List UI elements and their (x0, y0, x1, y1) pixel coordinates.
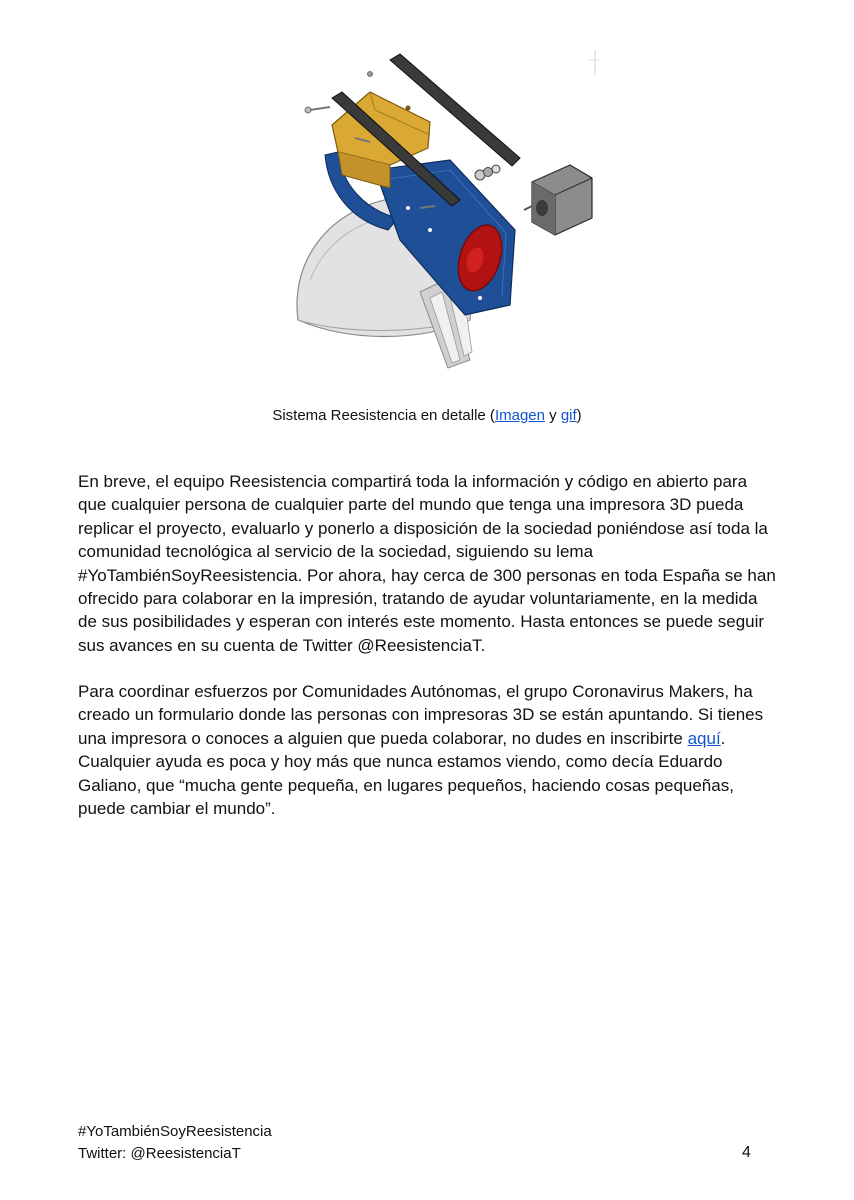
paragraph-reesistencia-info: En breve, el equipo Reesistencia compartirá toda la información y código en abierto para que cualquier persona de cualquier parte del mundo que tenga una impresora 3D pueda replicar el proyecto, evaluarlo y ponerlo a disposición de la sociedad poniéndose así toda la comunidad tecnológica al servicio de la sociedad, siguiendo su lema #YoTambiénSoyReesistencia. Por ahora, hay cerca de 300 personas en toda España se han ofrecido para colaborar en la impresión, tratando de ayudar voluntariamente, en la medida de sus posibilidades y esperan con interés este momento. Hasta entonces se puede seguir sus avances en su cuenta de Twitter @ReesistenciaT. (78, 472, 776, 655)
footer-hashtag: #YoTambiénSoyReesistencia (78, 1123, 272, 1140)
caption-prefix: Sistema Reesistencia en detalle ( (272, 407, 495, 424)
caption-gif-link[interactable]: gif (560, 407, 577, 424)
stepper-motor (524, 165, 592, 235)
bearings (475, 165, 500, 180)
faint-mark (588, 50, 600, 75)
caption-image-link[interactable]: Imagen (494, 407, 545, 424)
caption-middle: y (544, 407, 561, 424)
page-number: 4 (742, 1144, 751, 1161)
exploded-assembly-diagram (270, 30, 610, 375)
figure-caption (0, 406, 854, 426)
paragraph-coronavirus-makers (78, 680, 778, 820)
footer-twitter-handle: Twitter: @ReesistenciaT (78, 1145, 241, 1162)
paragraph2-text-before: Para coordinar esfuerzos por Comunidades Autónomas, el grupo Coronavirus Makers, ha creado un formulario donde las personas con impresoras 3D se están apuntando. Si tienes una impresora o conoces a alguien que pueda colaborar, no dudes en inscribirte (78, 682, 764, 748)
paragraph2-text-after: . Cualquier ayuda es poca y hoy más que nunca estamos viendo, como decía Eduardo Galiano, que “mucha gente pequeña, en lugares pequeños, haciendo cosas pequeñas, puede cambiar el mundo”. (78, 728, 734, 819)
caption-suffix: ) (576, 407, 582, 424)
register-link[interactable]: aquí (687, 728, 721, 748)
